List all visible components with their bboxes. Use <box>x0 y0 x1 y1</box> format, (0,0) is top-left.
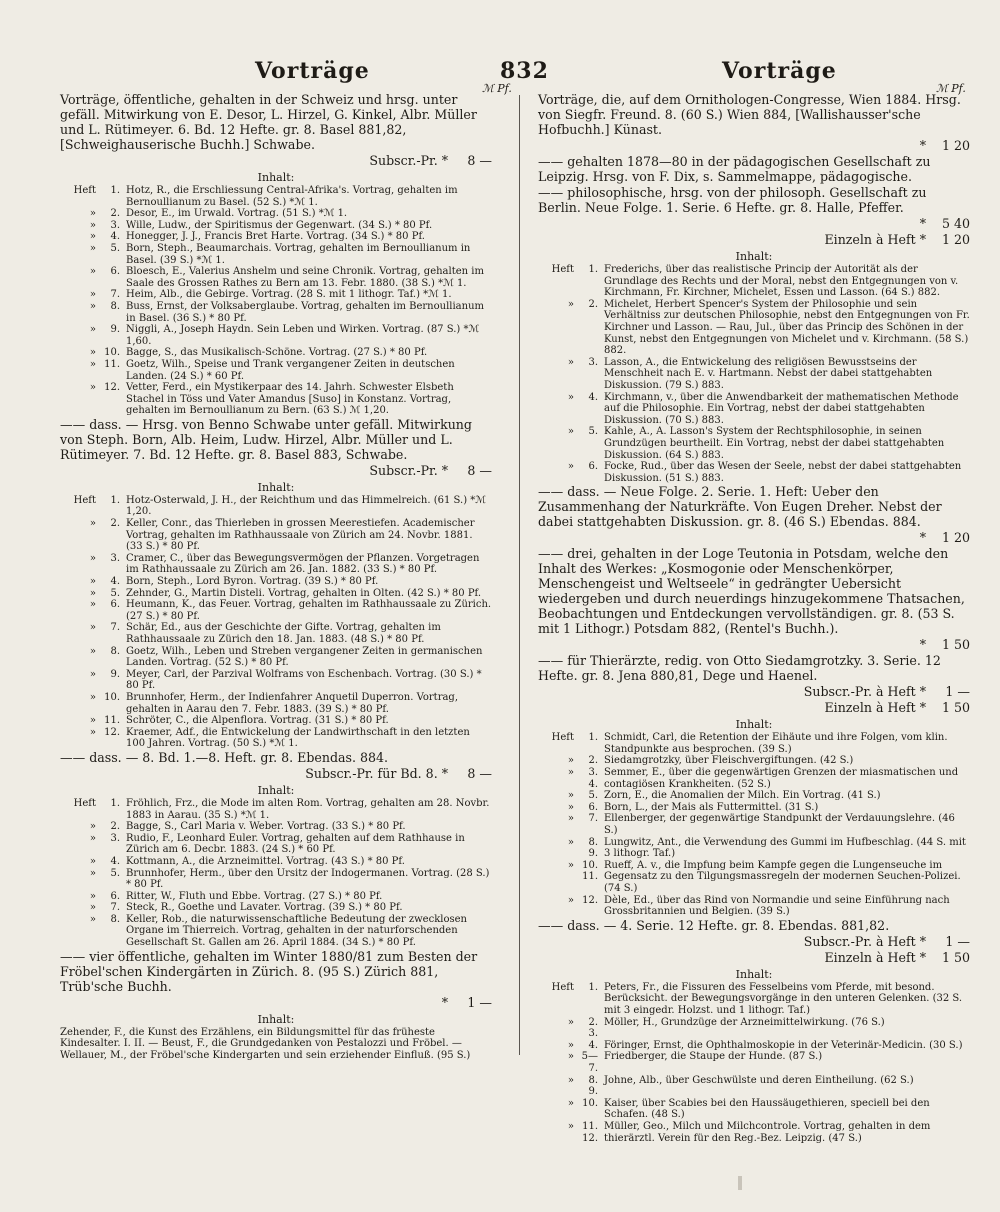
item-number: 10. <box>104 347 120 359</box>
item-number: 4. <box>110 231 120 243</box>
contents-item <box>60 798 492 821</box>
item-number: 6. <box>110 890 120 902</box>
price-line <box>60 463 492 478</box>
item-label: Heft <box>73 494 96 506</box>
item-label: » <box>567 356 574 368</box>
item-number: 10. <box>582 1097 598 1109</box>
item-text: Focke, Rud., über das Wesen der Seele, nebst der dabei stattgehabten Diskussion. (51 S.) 883. <box>604 461 962 484</box>
contents-item <box>60 347 492 359</box>
item-label: » <box>89 231 96 243</box>
contents-item <box>538 860 970 895</box>
item-label: Heft <box>551 264 574 275</box>
contents-item <box>538 392 970 427</box>
contents-item <box>60 856 492 868</box>
item-text: Schmidt, Carl, die Retention der Eihäute und ihre Folgen, vom klin. Standpunkte aus besprochen. (39 S.) <box>604 732 948 755</box>
price-label: * <box>919 530 926 546</box>
entry-text: —— dass. — 4. Serie. 12 Hefte. gr. 8. Ebendas. 881,82. <box>538 917 890 933</box>
contents-item <box>60 669 492 692</box>
contents-item <box>538 1017 970 1040</box>
item-label: » <box>567 813 574 825</box>
item-text: Born, L., der Mais als Futtermittel. (31 S.) <box>604 801 819 813</box>
item-label: » <box>89 622 96 634</box>
item-text: Bagge, S., Carl Maria v. Weber. Vortrag. (33 S.) * 80 Pf. <box>126 821 406 833</box>
item-label: » <box>89 855 96 867</box>
item-text: Fröhlich, Frz., die Mode im alten Rom. Vortrag, gehalten am 28. Novbr. 1883 in Aarau. (35 S.) *ℳ 1. <box>126 797 490 821</box>
contents-note: Zehender, F., die Kunst des Erzählens, ein Bildungsmittel für das früheste Kindesalter. I. II. — Beust, F., die Grundgedanken von Pestalozzi und Fröbel. — Wellauer, M., der Fröbel'sche Kindergarten und sein erziehender Einfluß. (95 S.) <box>60 1026 471 1061</box>
contents-item <box>60 518 492 553</box>
item-text: Keller, Conr., das Thierleben in grossen Meerestiefen. Academischer Vortrag, gehalten im Rathhaussaale von Zürich am 24. Novbr. 1881. (33 S.) * 80 Pf. <box>126 518 475 553</box>
price-label: Subscr.-Pr. * <box>369 153 448 168</box>
item-number: 1. <box>588 732 598 744</box>
item-number: 2. <box>110 518 120 530</box>
catalog-entry <box>538 154 970 184</box>
left-running-header: Vorträge <box>255 58 370 84</box>
contents-heading: Inhalt: <box>735 250 773 263</box>
item-number: 3. <box>110 552 120 564</box>
contents-item <box>538 790 970 802</box>
item-number: 4. <box>588 391 598 403</box>
item-text: Siedamgrotzky, über Fleischvergiftungen. (42 S.) <box>604 755 854 767</box>
item-text: Keller, Rob., die naturwissenschaftliche Bedeutung der zwecklosen Organe im Thierreich. Vortrag, gehalten in der naturforschenden Gesellschaft St. Gallen am 26. April 1884. (34 S.) * 80 Pf. <box>126 913 467 949</box>
item-text: Dèle, Ed., über das Rind von Normandie und seine Einführung nach Grossbritannien und Belgien. (39 S.) <box>604 894 950 918</box>
contents-item <box>538 813 970 836</box>
item-number: 1. <box>110 797 120 809</box>
catalog-entry <box>538 92 970 137</box>
item-text: Rueff, A. v., die Impfung beim Kampfe gegen die Lungenseuche im Gegensatz zu den Tilgungsmassregeln der modernen Seuchen-Polizei. (74 S.) <box>604 859 961 894</box>
item-text: Frederichs, über das realistische Princip der Autorität als der Grundlage des Rechts und der Moral, nebst den Entgegnungen von v. Kirchmann, Fr. Kirchner, Michelet, Essen und Lasson. (64 S.) 882. <box>604 264 959 299</box>
item-label: » <box>89 300 96 312</box>
item-label: Heft <box>73 185 96 196</box>
item-text: Born, Steph., Lord Byron. Vortrag. (39 S.) * 80 Pf. <box>126 576 379 588</box>
item-label: » <box>567 755 574 767</box>
item-number: 8. <box>110 913 120 925</box>
item-text: Bagge, S., das Musikalisch-Schöne. Vortrag. (27 S.) * 80 Pf. <box>126 347 428 359</box>
price-value: 1 20 <box>941 530 970 546</box>
item-text: Desor, E., im Urwald. Vortrag. (51 S.) *ℳ 1. <box>126 208 348 220</box>
price-value: 1 20 <box>941 232 970 247</box>
price-line <box>60 153 492 168</box>
item-text: Zorn, E., die Anomalien der Milch. Ein Vortrag. (41 S.) <box>604 790 881 802</box>
item-text: Steck, R., Goethe und Lavater. Vortrag. (39 S.) * 80 Pf. <box>126 902 403 914</box>
contents-heading: Inhalt: <box>257 171 295 184</box>
contents-item <box>60 208 492 220</box>
item-text: Buss, Ernst, der Volksaberglaube. Vortrag, gehalten im Bernoullianum in Basel. (36 S.) * 80 Pf. <box>126 300 484 324</box>
item-label: » <box>89 358 96 370</box>
contents-item <box>60 576 492 588</box>
item-number: 6. <box>588 801 598 813</box>
item-label: » <box>89 867 96 879</box>
item-text: Lungwitz, Ant., die Verwendung des Gummi im Hufbeschlag. (44 S. mit 3 lithogr. Taf.) <box>604 836 966 860</box>
item-label: » <box>89 347 96 359</box>
price-line <box>538 232 970 247</box>
contents-item <box>538 982 970 1017</box>
contents-item <box>538 837 970 860</box>
item-label: » <box>89 726 96 738</box>
left-currency-label: ℳ Pf. <box>482 82 512 95</box>
left-column <box>60 92 492 1061</box>
item-label: » <box>89 382 96 394</box>
item-number: 1. <box>110 185 120 196</box>
contents-item <box>60 185 492 208</box>
item-number: 5. <box>110 867 120 879</box>
item-label: » <box>567 1016 574 1028</box>
contents-item <box>538 1051 970 1074</box>
item-number: 5. <box>110 587 120 599</box>
item-number: 7. <box>110 289 120 301</box>
contents-item <box>60 646 492 669</box>
item-label: » <box>89 599 96 611</box>
item-label: » <box>567 1120 574 1132</box>
item-label: Heft <box>73 797 96 809</box>
price-value: 8 — <box>467 765 492 781</box>
item-text: Föringer, Ernst, die Ophthalmoskopie in der Veterinär-Medicin. (30 S.) <box>604 1039 963 1051</box>
contents-item <box>60 891 492 903</box>
item-text: Semmer, E., über die gegenwärtigen Grenzen der miasmatischen und contagiösen Krankheiten. (52 S.) <box>604 767 959 790</box>
contents-item <box>60 243 492 266</box>
catalog-entry <box>60 949 492 994</box>
item-text: Peters, Fr., die Fissuren des Fesselbeins vom Pferde, mit besond. Berücksicht. der Bewegungsvorgänge in den unteren Gelenken. (32 S. mit 3 eingedr. Holzst. und 1 lithogr. Taf.) <box>604 981 963 1016</box>
item-label: » <box>89 242 96 254</box>
contents-item <box>538 426 970 461</box>
item-label: » <box>567 836 574 848</box>
item-number: 1. <box>588 264 598 275</box>
contents-item <box>60 231 492 243</box>
contents-heading: Inhalt: <box>735 967 773 981</box>
contents-item <box>60 727 492 750</box>
price-label: Einzeln à Heft * <box>824 232 926 247</box>
price-line <box>538 637 970 652</box>
entry-text: Vorträge, öffentliche, gehalten in der Schweiz und hrsg. unter gefäll. Mitwirkung von E. Desor, L. Hirzel, G. Kinkel, Albr. Müller und L. Rütimeyer. 6. Bd. 12 Hefte. gr. 8. Basel 881,82, [Schweighauserische Buchh.] Schwabe. <box>60 92 477 152</box>
entry-text: —— dass. — Hrsg. von Benno Schwabe unter gefäll. Mitwirkung von Steph. Born, Alb. Heim, Ludw. Hirzel, Albr. Müller und L. Rütimeyer. 7. Bd. 12 Hefte. gr. 8. Basel 883, Schwabe. <box>60 416 472 462</box>
item-text: Goetz, Wilh., Speise und Trank vergangener Zeiten in deutschen Landen. (24 S.) * 60 Pf. <box>126 358 455 382</box>
item-number: 10. 11. <box>582 859 598 883</box>
item-number: 7. <box>588 813 598 825</box>
entry-text: —— drei, gehalten in der Loge Teutonia in Potsdam, welche den Inhalt des Werkes: „Kosmogonie oder Menschenkörper, Menschengeist und Weltseele“ in gedrängter Uebersicht wiedergeben und durch neuerdings hinzugekommene Thatsachen, Beobachtungen und Entdeckungen vervollständigen. gr. 8. (53 S. mit 1 Lithogr.) Potsdam 882, (Rentel's Buchh.). <box>538 546 965 637</box>
contents-item <box>538 1075 970 1098</box>
price-value: 1 20 <box>941 138 970 153</box>
item-number: 7. <box>110 902 120 914</box>
price-line <box>538 216 970 231</box>
contents-item <box>60 266 492 289</box>
item-text: Kraemer, Adf., die Entwickelung der Landwirthschaft in den letzten 100 Jahren. Vortrag. (50 S.) *ℳ 1. <box>126 726 470 750</box>
item-number: 5—7. <box>581 1051 598 1074</box>
price-label: * <box>441 994 448 1010</box>
right-running-header: Vorträge <box>722 58 837 84</box>
right-currency-label: ℳ Pf. <box>936 82 966 95</box>
price-line <box>538 684 970 699</box>
contents-item <box>60 495 492 518</box>
catalog-entry <box>538 185 970 215</box>
item-label: » <box>567 859 574 871</box>
price-line <box>60 995 492 1010</box>
column-divider <box>519 95 520 1055</box>
contents-item <box>60 914 492 949</box>
item-number: 6. <box>110 266 120 278</box>
price-label: * <box>919 216 926 231</box>
item-number: 3. <box>110 219 120 231</box>
contents-item <box>60 868 492 891</box>
item-label: » <box>567 767 574 779</box>
item-number: 12. <box>104 382 120 394</box>
item-number: 3. <box>588 356 598 368</box>
item-number: 1. <box>110 494 120 506</box>
contents-item <box>60 599 492 622</box>
item-label: » <box>567 1051 574 1063</box>
price-value: 1 — <box>945 933 970 949</box>
item-number: 8. <box>110 300 120 312</box>
item-label: » <box>567 801 574 813</box>
price-value: 1 50 <box>941 700 970 716</box>
item-text: Zehnder, G., Martin Disteli. Vortrag, gehalten in Olten. (42 S.) * 80 Pf. <box>126 587 482 599</box>
item-number: 8. 9. <box>588 1074 598 1098</box>
contents-item <box>538 264 970 299</box>
price-label: Subscr.-Pr. à Heft * <box>803 684 926 700</box>
price-value: 8 — <box>467 462 492 478</box>
item-number: 12. <box>104 726 120 738</box>
price-label: Subscr.-Pr. für Bd. 8. * <box>305 765 448 781</box>
item-number: 6. <box>110 599 120 611</box>
item-label: » <box>89 913 96 925</box>
contents-heading: Inhalt: <box>735 718 773 732</box>
item-number: 3. <box>110 832 120 844</box>
price-value: 1 50 <box>941 949 970 965</box>
item-label: » <box>89 518 96 530</box>
item-text: Meyer, Carl, der Parzival Wolframs von Eschenbach. Vortrag. (30 S.) * 80 Pf. <box>126 668 482 692</box>
item-number: 7. <box>110 622 120 634</box>
item-text: Friedberger, die Staupe der Hunde. (87 S.) <box>604 1051 823 1063</box>
entry-text: —— dass. — Neue Folge. 2. Serie. 1. Heft: Ueber den Zusammenhang der Naturkräfte. Von Eugen Dreher. Nebst der dabei stattgehabten Diskussion. gr. 8. (46 S.) Ebendas. 884. <box>538 484 942 530</box>
entry-text: —— für Thierärzte, redig. von Otto Siedamgrotzky. 3. Serie. 12 Hefte. gr. 8. Jena 880,81, Dege und Haenel. <box>538 653 941 684</box>
catalog-entry <box>60 750 492 765</box>
catalog-entry <box>538 546 970 636</box>
contents-item <box>60 588 492 600</box>
item-text: Hotz-Osterwald, J. H., der Reichthum und das Himmelreich. (61 S.) *ℳ 1,20. <box>126 494 486 518</box>
item-label: » <box>89 832 96 844</box>
item-text: Johne, Alb., über Geschwülste und deren Eintheilung. (62 S.) <box>604 1074 914 1086</box>
item-number: 5. <box>588 426 598 438</box>
contents-item <box>538 732 970 755</box>
entry-text: —— vier öffentliche, gehalten im Winter 1880/81 zum Besten der Fröbel'schen Kindergärten in Zürich. 8. (95 S.) Zürich 881, Trüb'sche Buchh. <box>60 948 478 994</box>
item-text: Kahle, A., A. Lasson's System der Rechtsphilosophie, in seinen Grundzügen beurtheilt. Ein Vortrag, nebst der dabei stattgehabten Diskussion. (64 S.) 883. <box>604 426 945 461</box>
price-label: * <box>919 138 926 153</box>
contents-item <box>538 1040 970 1052</box>
price-label: Einzeln à Heft * <box>824 700 926 716</box>
item-label: » <box>567 1097 574 1109</box>
item-label: » <box>567 894 574 906</box>
item-text: Bloesch, E., Valerius Anshelm und seine Chronik. Vortrag, gehalten im Saale des Grossen Rathes zu Bern am 13. Febr. 1880. (38 S.) *ℳ 1. <box>126 266 484 289</box>
price-line <box>538 934 970 949</box>
contents-item <box>538 755 970 767</box>
contents-item <box>60 289 492 301</box>
item-number: 12. <box>582 894 598 906</box>
item-number: 2. 3. <box>588 1016 598 1040</box>
item-text: Vetter, Ferd., ein Mystikerpaar des 14. Jahrh. Schwester Elsbeth Stachel in Töss und Vater Amandus [Suso] in Konstanz. Vortrag, gehalten im Bernoullianum zu Bern. (63 S.) ℳ 1,20. <box>126 382 454 417</box>
item-number: 9. <box>110 324 120 336</box>
item-label: » <box>567 790 574 802</box>
price-value: 1 50 <box>941 637 970 653</box>
price-label: Subscr.-Pr. * <box>369 462 448 478</box>
item-label: » <box>567 1074 574 1086</box>
item-number: 11. <box>104 715 120 727</box>
item-number: 8. 9. <box>588 836 598 860</box>
item-number: 10. <box>104 691 120 703</box>
item-label: » <box>89 552 96 564</box>
item-text: Brunnhofer, Herm., der Indienfahrer Anquetil Duperron. Vortrag, gehalten in Aarau den 7. Febr. 1883. (39 S.) * 80 Pf. <box>126 691 459 715</box>
item-number: 8. <box>110 645 120 657</box>
contents-item <box>538 895 970 918</box>
catalog-entry <box>60 417 492 462</box>
contents-heading: Inhalt: <box>257 480 295 494</box>
item-label: » <box>89 219 96 231</box>
item-text: Kirchmann, v., über die Anwendbarkeit der mathematischen Methode auf die Philosophie. Ein Vortrag, nebst der dabei stattgehabten Diskussion. (70 S.) 883. <box>604 391 959 426</box>
item-number: 1. <box>588 981 598 993</box>
price-line <box>60 766 492 781</box>
contents-item <box>60 902 492 914</box>
contents-item <box>60 359 492 382</box>
price-value: 1 — <box>467 994 492 1010</box>
item-label: » <box>89 902 96 914</box>
contents-item <box>538 299 970 357</box>
item-label: » <box>89 645 96 657</box>
item-label: Heft <box>551 981 574 993</box>
entry-text: —— philosophische, hrsg. von der philosoph. Gesellschaft zu Berlin. Neue Folge. 1. Serie. 6 Hefte. gr. 8. Halle, Pfeffer. <box>538 185 927 215</box>
item-text: Honegger, J. J., Francis Bret Harte. Vortrag. (34 S.) * 80 Pf. <box>126 231 425 243</box>
price-value: 8 — <box>467 153 492 168</box>
item-label: » <box>567 426 574 438</box>
catalog-entry <box>60 92 492 152</box>
item-label: » <box>89 208 96 220</box>
item-number: 11. <box>104 358 120 370</box>
item-text: Schröter, C., die Alpenflora. Vortrag. (31 S.) * 80 Pf. <box>126 715 389 727</box>
item-number: 3. 4. <box>588 767 598 790</box>
contents-item <box>60 220 492 232</box>
item-text: Brunnhofer, Herm., über den Ursitz der Indogermanen. Vortrag. (28 S.) * 80 Pf. <box>126 867 490 891</box>
contents-item <box>60 382 492 417</box>
item-label: » <box>567 461 574 473</box>
item-label: » <box>89 821 96 833</box>
price-line <box>538 530 970 545</box>
entry-text: Vorträge, die, auf dem Ornithologen-Congresse, Wien 1884. Hrsg. von Siegfr. Freund. 8. (60 S.) Wien 884, [Wallishausser'sche Hofbuchh.] Künast. <box>538 92 961 137</box>
item-text: Goetz, Wilh., Leben und Streben vergangener Zeiten in germanischen Landen. Vortrag. (52 S.) * 80 Pf. <box>126 645 483 669</box>
item-text: Cramer, C., über das Bewegungsvermögen der Pflanzen. Vorgetragen im Rathhaussaale zu Zürich am 26. Jan. 1882. (33 S.) * 80 Pf. <box>126 552 480 576</box>
item-number: 11. 12. <box>582 1120 598 1144</box>
item-number: 4. <box>588 1039 598 1051</box>
contents-item <box>60 324 492 347</box>
item-number: 9. <box>110 668 120 680</box>
right-column <box>538 92 970 1144</box>
item-number: 2. <box>110 821 120 833</box>
item-label: » <box>89 289 96 301</box>
entry-text: —— gehalten 1878—80 in der pädagogischen Gesellschaft zu Leipzig. Hrsg. von F. Dix, s. Sammelmappe, pädagogische. <box>538 154 931 184</box>
item-text: Born, Steph., Beaumarchais. Vortrag, gehalten im Bernoullianum in Basel. (39 S.) *ℳ 1. <box>126 242 471 266</box>
item-text: Kottmann, A., die Arzneimittel. Vortrag. (43 S.) * 80 Pf. <box>126 855 405 867</box>
item-label: » <box>89 668 96 680</box>
item-label: » <box>89 691 96 703</box>
item-label: » <box>89 266 96 278</box>
item-number: 5. <box>588 790 598 802</box>
item-text: Lasson, A., die Entwickelung des religiösen Bewusstseins der Menschheit nach E. v. Hartmann. Nebst der dabei stattgehabten Diskussion. (79 S.) 883. <box>604 356 933 391</box>
item-number: 5. <box>110 242 120 254</box>
contents-item <box>60 622 492 645</box>
item-label: » <box>89 587 96 599</box>
item-label: » <box>567 391 574 403</box>
catalog-entry <box>538 653 970 683</box>
price-label: Subscr.-Pr. à Heft * <box>803 933 926 949</box>
item-number: 4. <box>110 855 120 867</box>
entry-text: —— dass. — 8. Bd. 1.—8. Heft. gr. 8. Ebendas. 884. <box>60 749 389 765</box>
item-text: Rudio, F., Leonhard Euler. Vortrag, gehalten auf dem Rathhause in Zürich am 6. Decbr. 1883. (24 S.) * 60 Pf. <box>126 832 465 856</box>
contents-item <box>538 767 970 790</box>
price-value: 5 40 <box>941 216 970 231</box>
item-label: » <box>89 576 96 588</box>
item-number: 2. <box>588 298 598 310</box>
item-text: Ritter, W., Fluth und Ebbe. Vortrag. (27 S.) * 80 Pf. <box>126 890 383 902</box>
contents-item <box>60 301 492 324</box>
item-text: Schär, Ed., aus der Geschichte der Gifte. Vortrag, gehalten im Rathhaussaale zu Zürich den 18. Jan. 1883. (48 S.) * 80 Pf. <box>126 622 441 645</box>
contents-item <box>60 692 492 715</box>
item-text: Hotz, R., die Erschliessung Central-Afrika's. Vortrag, gehalten im Bernoullianum zu Basel. (52 S.) *ℳ 1. <box>126 185 458 208</box>
contents-item <box>538 357 970 392</box>
contents-item <box>60 715 492 727</box>
item-text: Ellenberger, der gegenwärtige Standpunkt der Verdauungslehre. (46 S.) <box>604 813 955 837</box>
item-text: Niggli, A., Joseph Haydn. Sein Leben und Wirken. Vortrag. (87 S.) *ℳ 1,60. <box>126 324 480 347</box>
price-label: * <box>919 637 926 653</box>
catalog-entry <box>538 484 970 529</box>
contents-item <box>538 1121 970 1144</box>
item-label: » <box>89 324 96 336</box>
item-text: Michelet, Herbert Spencer's System der Philosophie und sein Verhältniss zur deutschen Philosophie, nebst den Entgegnungen von Fr. Kirchner und Lasson. — Rau, Jul., über das Princip des Schönen in der Kunst, nebst den Entgegnungen von Michelet und v. Kirchmann. (58 S.) 882. <box>604 298 970 357</box>
contents-heading: Inhalt: <box>257 783 295 797</box>
item-text: Möller, H., Grundzüge der Arzneimittelwirkung. (76 S.) <box>604 1016 885 1028</box>
item-number: 2. <box>588 755 598 767</box>
item-label: » <box>567 298 574 310</box>
price-line <box>538 700 970 715</box>
item-text: Heim, Alb., die Gebirge. Vortrag. (28 S. mit 1 lithogr. Taf.) *ℳ 1. <box>126 289 452 301</box>
item-label: Heft <box>551 732 574 744</box>
contents-item <box>538 461 970 484</box>
item-number: 4. <box>110 576 120 588</box>
contents-item <box>538 1098 970 1121</box>
item-text: Kaiser, über Scabies bei den Haussäugethieren, speciell bei den Schafen. (48 S.) <box>604 1097 930 1121</box>
item-text: Wille, Ludw., der Spiritismus der Gegenwart. (34 S.) * 80 Pf. <box>126 219 433 231</box>
page-number: 832 <box>500 58 549 84</box>
price-value: 1 — <box>945 684 970 700</box>
item-label: » <box>567 1039 574 1051</box>
contents-item <box>538 802 970 814</box>
item-text: Heumann, K., das Feuer. Vortrag, gehalten im Rathhaussaale zu Zürich. (27 S.) * 80 Pf. <box>126 599 492 622</box>
contents-heading: Inhalt: <box>257 1012 295 1026</box>
item-number: 2. <box>110 208 120 220</box>
item-text: Müller, Geo., Milch und Milchcontrole. Vortrag, gehalten in dem thierärztl. Verein für den Reg.-Bez. Leipzig. (47 S.) <box>604 1120 931 1144</box>
price-line <box>538 138 970 153</box>
print-mark <box>738 1176 742 1190</box>
price-line <box>538 950 970 965</box>
catalog-entry <box>538 918 970 933</box>
item-label: » <box>89 715 96 727</box>
contents-item <box>60 821 492 833</box>
contents-item <box>60 833 492 856</box>
item-number: 6. <box>588 461 598 473</box>
price-label: Einzeln à Heft * <box>824 949 926 965</box>
item-label: » <box>89 890 96 902</box>
contents-item <box>60 553 492 576</box>
